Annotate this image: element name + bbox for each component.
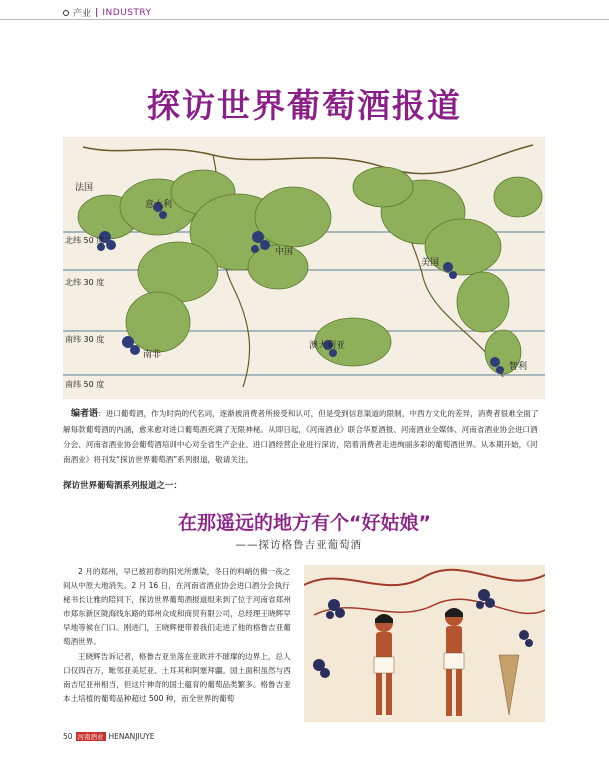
page-title: 探访世界葡萄酒报道 [147,86,462,125]
world-wine-map [63,137,545,399]
magazine-logo: 河南酒业 [77,733,104,741]
lat-label-n50: 北纬 50 度 [65,236,105,245]
lat-label-s30: 南纬 30 度 [65,335,105,344]
editor-note-text: ：进口葡萄酒，作为时尚的代名词，逐渐被消费者所接受和认可，但是受到信息渠道的限制，中西方文化的差异，消费者很难全面了解每款葡萄酒的内涵，愈来愈对进口葡萄酒充满了无限神秘。从即日起，《河南酒业》联合华夏酒报、河南酒业全媒体、河南省酒业协会进口酒分会、河南省酒业协会葡萄酒培训中心对全省生产企业、进口酒经营企业进行深访，陪着消费者走进绚丽多彩的葡萄酒世界。从本期开始，《河南酒业》将刊发“探访世界葡萄酒”系列报道，敬请关注。 [63,409,539,464]
article-subtitle: ——探访格鲁吉亚葡萄酒 [235,539,362,551]
page-footer [63,732,155,741]
country-label-chile: 智利 [509,362,528,372]
section-header [63,6,152,19]
lat-label-n30: 北纬 30 度 [65,278,105,287]
editor-note-label: 编者语 [71,409,99,419]
country-label-usa: 美国 [421,258,440,268]
magazine-name-en: HENANJIUYE [108,732,155,741]
series-label: 探访世界葡萄酒系列报道之一： [63,481,183,491]
article-paragraph-2: 王晓辉告诉记者，格鲁吉亚坐落在亚欧并不璀璨的边界上，总人口仅四百万，毗邻亚美尼亚、土耳其和阿塞拜疆。国土面积虽然与西南吉尼亚州相当，但这片神奇的国土蕴育的葡萄品类繁多。格鲁吉亚本土培植的葡萄品种超过 500 种，而全世界的葡萄 [63,652,291,703]
editor-note [63,406,545,467]
section-label-en: INDUSTRY [102,7,152,18]
map-graphic [63,137,545,399]
page-number: 50 [63,732,73,741]
article-paragraph-1: 2 月的郑州，早已被初春的阳光所熏染，冬日的料峭仿佛一夜之间从中原大地消失。2 月 16 日，在河南省酒业协会进口酒分会执行秘书长让雅的陪同下，探访世界葡萄酒报道组来到了位于河南省郑州市郑东新区陇海线东路的郑州众成和商贸有限公司，总经理王晓辉早早地等候在门口。刚进门，王晓辉便带着我们走进了他的格鲁吉亚葡萄酒世界。 [63,567,291,646]
section-label-cn: 产业 [73,9,92,19]
country-label-australia: 澳大利亚 [309,341,346,351]
country-label-france: 法国 [75,183,94,193]
section-separator: | [95,7,99,18]
lat-label-s50: 南纬 50 度 [65,380,105,389]
header-divider [0,19,609,20]
article-body [63,565,297,707]
country-label-south-africa: 南非 [143,350,162,360]
circle-icon [63,10,69,16]
fresco-illustration [304,565,545,722]
country-label-italy: 意大利 [145,200,173,210]
country-label-china: 中国 [275,247,294,257]
article-title: 在那遥远的地方有个“好姑娘” [178,512,431,534]
fresco-graphic [304,565,545,722]
